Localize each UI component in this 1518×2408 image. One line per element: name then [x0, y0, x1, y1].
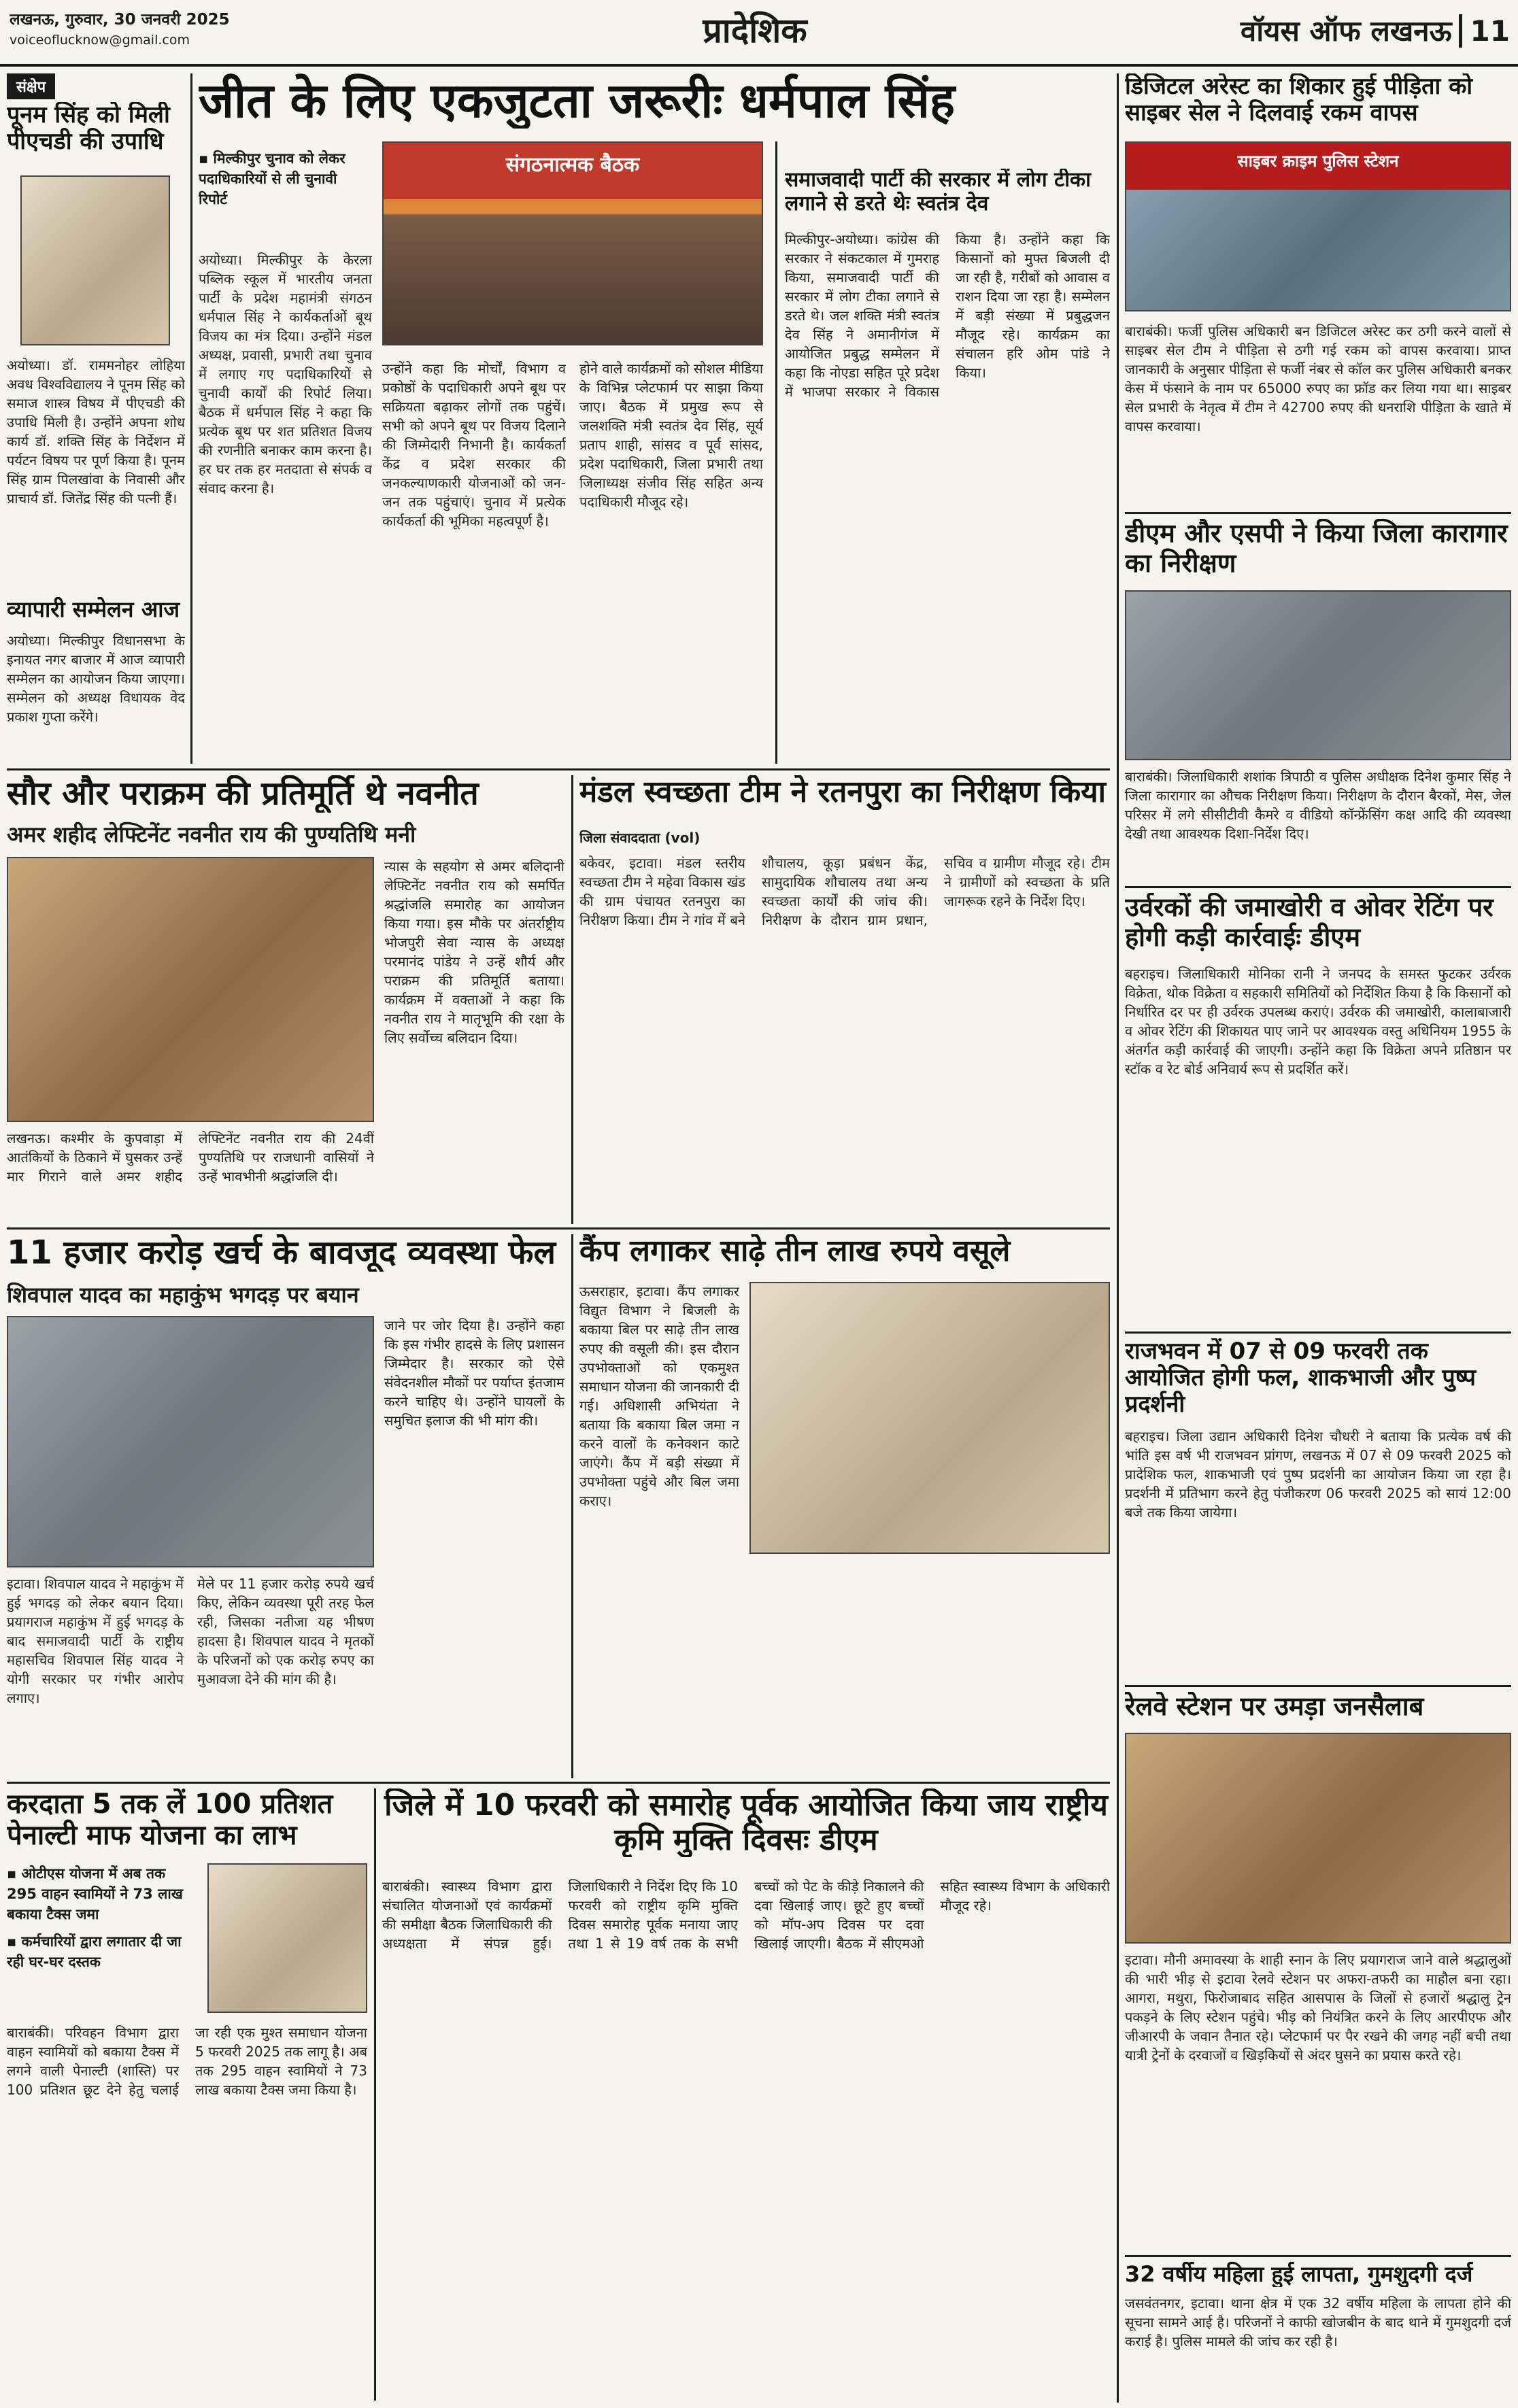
cyber-body: बाराबंकी। फर्जी पुलिस अधिकारी बन डिजिटल अरेस्ट कर ठगी करने वालों से साइबर सेल टीम ने पीड़िता से ठगी गई रकम को वापस करवाया। प्राप्त जानकारी के अनुसार पीड़िता से फर्जी नंबर से कॉल कर पुलिस अधिकारी बनकर केस में फंसाने के नाम पर 65000 रुपए का फ्रॉड कर लिया गया था। साइबर सेल प्रभारी के नेतृत्व में टीम ने 42700 रुपए की धनराशि पीड़िता के खाते में वापस करवाया।: [1125, 323, 1511, 435]
story-rule: [1125, 1685, 1511, 1687]
missing-woman-body: जसवंतनगर, इटावा। थाना क्षेत्र में एक 32 वर्षीय महिला के लापता होने की सूचना सामने आई है। परिजनों ने काफी खोजबीन के बाद थाने में गुमशुदगी दर्ज कराई है। पुलिस मामले की जांच कर रही है।: [1125, 2295, 1511, 2350]
email-address: voiceoflucknow@gmail.com: [10, 33, 190, 48]
shivpal-body-right: जाने पर जोर दिया है। उन्होंने कहा कि इस गंभीर हादसे के लिए प्रशासन जिम्मेदार है। सरकार को ऐसे संवेदनशील मौकों पर पर्याप्त इंतजाम करने चाहिए थे। उन्होंने घायलों के समुचित इलाज की भी मांग की।: [384, 1317, 564, 1429]
ratanpura-headline: मंडल स्वच्छता टीम ने रतनपुरा का निरीक्षण किया: [579, 775, 1107, 809]
navneet-body-left: लखनऊ। कश्मीर के कुपवाड़ा में आतंकियों के ठिकाने में घुसकर उन्हें मार गिराने वाले अमर शहीद लेफ्टिनेंट नवनीत राय की 24वीं पुण्यतिथि पर राजधानी वासियों ने उन्हें भावभीनी श्रद्धांजलि दी।: [7, 1130, 374, 1185]
camp-headline: कैंप लगाकर साढ़े तीन लाख रुपये वसूले: [579, 1234, 1011, 1268]
section-rule: [7, 768, 1110, 770]
section-title: प्रादेशिक: [703, 11, 807, 50]
column-rule: [571, 1234, 573, 1778]
krimi-story: [382, 1788, 1110, 2401]
krimi-body: बाराबंकी। स्वास्थ्य विभाग द्वारा संचालित योजनाओं एवं कार्यक्रमों की समीक्षा बैठक जिलाधिकारी की अध्यक्षता में संपन्न हुई। जिलाधिकारी ने निर्देश दिए कि 10 फरवरी को राष्ट्रीय कृमि मुक्ति दिवस समारोह पूर्वक मनाया जाए तथा 1 से 19 वर्ष तक के सभी बच्चों को पेट के कीड़े निकालने की दवा खिलाई जाए। छूटे हुए बच्चों को मॉप-अप दिवस पर दवा खिलाई जाएगी। बैठक में सीएमओ सहित स्वास्थ्य विभाग के अधिकारी मौजूद रहे।: [382, 1878, 1110, 1952]
column-rule: [374, 1788, 376, 2401]
lead-body-col-2: उन्होंने कहा कि मोर्चों, विभाग व प्रकोष्ठों के पदाधिकारी अपने बूथ पर सक्रियता बढ़ाकर लोगों तक पहुंचें। सभी को अपने बूथ पर विजय दिलाने की जिम्मेदारी निभानी है। कार्यकर्ता केंद्र व प्रदेश सरकार की जनकल्याणकारी योजनाओं को जन-जन तक पहुंचाएं। चुनाव में प्रत्येक कार्यकर्ता की भूमिका महत्वपूर्ण है।: [382, 360, 566, 529]
railway-photo: [1125, 1733, 1511, 1944]
sidebar-headline-2: व्यापारी सम्मेलन आज: [7, 597, 180, 622]
fertilizer-headline: उर्वरकों की जमाखोरी व ओवर रेटिंग पर होगी कड़ी कार्रवाईः डीएम: [1125, 893, 1494, 952]
right-column: [1125, 73, 1511, 2403]
navneet-photo: [7, 857, 374, 1122]
swatantra-headline: समाजवादी पार्टी की सरकार में लोग टीका लगाने से डरते थेः स्वतंत्र देव: [785, 169, 1091, 216]
shivpal-photo: [7, 1316, 374, 1567]
shivpal-subheadline: शिवपाल यादव का महाकुंभ भगदड़ पर बयान: [7, 1282, 359, 1308]
navneet-headline: सौर और पराक्रम की प्रतिमूर्ति थे नवनीत: [7, 775, 479, 813]
missing-woman-headline: 32 वर्षीय महिला हुई लापता, गुमशुदगी दर्ज: [1125, 2262, 1473, 2287]
story-rule: [1125, 886, 1511, 888]
exhibition-body: बहराइच। जिला उद्यान अधिकारी दिनेश चौधरी ने बताया कि प्रत्येक वर्ष की भांति इस वर्ष भी राजभवन प्रांगण, लखनऊ में 07 से 09 फरवरी 2025 को प्रादेशिक फल, शाकभाजी एवं पुष्प प्रदर्शनी का आयोजन किया जा रहा है। प्रदर्शनी में प्रतिभाग करने हेतु पंजीकरण 06 फरवरी 2025 को सायं 12:00 बजे तक किया जायेगा।: [1125, 1428, 1511, 1521]
column-rule: [775, 141, 777, 764]
railway-body: इटावा। मौनी अमावस्या के शाही स्नान के लिए प्रयागराज जाने वाले श्रद्धालुओं की भारी भीड़ से इटावा रेलवे स्टेशन पर अफरा-तफरी का माहौल बना रहा। आगरा, मथुरा, फिरोजाबाद सहित आसपास के जिलों से हजारों श्रद्धालु ट्रेन पकड़ने के लिए स्टेशन पहुंचे। भीड़ को नियंत्रित करने के लिए आरपीएफ और जीआरपी के जवान तैनात रहे। प्लेटफार्म पर पैर रखने की जगह नहीं बची तथा यात्री ट्रेनों के दरवाजों व खिड़कियों से अंदर घुसने का प्रयास करते रहे।: [1125, 1952, 1511, 2063]
jail-photo: [1125, 590, 1511, 760]
cyber-headline: डिजिटल अरेस्ट का शिकार हुई पीड़िता को साइबर सेल ने दिलवाई रकम वापस: [1125, 73, 1473, 127]
penalty-body: बाराबंकी। परिवहन विभाग द्वारा वाहन स्वामियों को बकाया टैक्स में लगने वाली पेनाल्टी (शास्ति) पर 100 प्रतिशत छूट देने हेतु चलाई जा रही एक मुश्त समाधान योजना 5 फरवरी 2025 तक लागू है। अब तक 295 वाहन स्वामियों ने 73 लाख बकाया टैक्स जमा किया है।: [7, 2024, 367, 2098]
fertilizer-body: बहराइच। जिलाधिकारी मोनिका रानी ने जनपद के समस्त फुटकर उर्वरक विक्रेता, थोक विक्रेता व सहकारी समितियों को निर्देशित किया है कि किसानों को निर्धारित दर पर ही उर्वरक उपलब्ध कराएं। उर्वरक की जमाखोरी, कालाबाजारी व ओवर रेटिंग की शिकायत पाए जाने पर आवश्यक वस्तु अधिनियम 1955 के अंतर्गत कड़ी कार्रवाई की जाएगी। उन्होंने कहा कि विक्रेता अपने प्रतिष्ठान पर स्टॉक व रेट बोर्ड अनिवार्य रूप से प्रदर्शित करें।: [1125, 966, 1511, 1077]
section-rule: [7, 1227, 1110, 1230]
shivpal-body-left: इटावा। शिवपाल यादव ने महाकुंभ में हुई भगदड़ को लेकर बयान दिया। प्रयागराज महाकुंभ में हुई भगदड़ के बाद समाजवादी पार्टी के राष्ट्रीय महासचिव शिवपाल सिंह यादव ने योगी सरकार पर गंभीर आरोप लगाए।: [7, 1576, 184, 1706]
lead-photo: [382, 141, 763, 345]
section-rule: [7, 1782, 1110, 1784]
sidebar-headline-1: पूनम सिंह को मिली पीएचडी की उपाधि: [7, 102, 170, 156]
column-rule: [190, 73, 192, 764]
ratanpura-body: बकेवर, इटावा। मंडल स्तरीय स्वच्छता टीम ने महेवा विकास खंड की ग्राम पंचायत रतनपुरा का निरीक्षण किया। टीम ने गांव में बने शौचालय, कूड़ा प्रबंधन केंद्र, सामुदायिक शौचालय तथा अन्य स्वच्छता कार्यों की जांच की। निरीक्षण के दौरान ग्राम प्रधान, सचिव व ग्रामीण मौजूद रहे। टीम ने ग्रामीणों को स्वच्छता के प्रति जागरूक रहने के निर्देश दिए।: [579, 855, 1110, 928]
sidebar-tag: संक्षेप: [7, 73, 55, 99]
penalty-story: [7, 1788, 367, 2401]
penalty-photo: [207, 1863, 367, 2013]
shivpal-headline: 11 हजार करोड़ खर्च के बावजूद व्यवस्था फेल: [7, 1234, 556, 1272]
city-date: लखनऊ, गुरुवार, 30 जनवरी 2025: [10, 11, 230, 29]
navneet-body-right: न्यास के सहयोग से अमर बलिदानी लेफ्टिनेंट नवनीत राय को समर्पित श्रद्धांजलि समारोह का आयोजन किया गया। इस मौके पर अंतर्राष्ट्रीय भोजपुरी सेवा न्यास के अध्यक्ष परमानंद पांडेय ने उन्हें शौर्य और पराक्रम की प्रतिमूर्ति बताया। कार्यक्रम में वक्ताओं ने कहा कि नवनीत राय ने मातृभूमि की रक्षा के लिए सर्वोच्च बलिदान दिया।: [384, 858, 564, 1046]
ratanpura-story: [579, 775, 1110, 1224]
lead-body-col-1: अयोध्या। मिल्कीपुर के केरला पब्लिक स्कूल में भारतीय जनता पार्टी के प्रदेश महामंत्री संगठन धर्मपाल सिंह ने कार्यकर्ताओं बूथ विजय का मंत्र दिया। उन्होंने मंडल अध्यक्ष, प्रवासी, प्रभारी तथा चुनाव में लगाए गए पदाधिकारियों से चुनावी कार्यों की रिपोर्ट लिया। बैठक में धर्मपाल सिंह ने कहा कि प्रत्येक बूथ पर शत प्रतिशत विजय की रणनीति बनाकर काम करना है। हर घर तक हर मतदाता से संपर्क व संवाद करना है।: [199, 252, 372, 496]
lead-bullet: ▪ मिल्कीपुर चुनाव को लेकर पदाधिकारियों से ली चुनावी रिपोर्ट: [199, 148, 369, 209]
camp-story: [579, 1234, 1110, 1778]
railway-headline: रेलवे स्टेशन पर उमड़ा जनसैलाब: [1125, 1692, 1424, 1721]
navneet-subheadline: अमर शहीद लेफ्टिनेंट नवनीत राय की पुण्यतिथि मनी: [7, 821, 416, 847]
camp-photo: [749, 1282, 1110, 1554]
masthead: [0, 0, 1518, 67]
shivpal-body-mid: मेले पर 11 हजार करोड़ रुपये खर्च किए, लेकिन व्यवस्था पूरी तरह फेल रही, जिसका नतीजा यह भीषण हादसा है। शिवपाल यादव ने मृतकों के परिजनों को एक करोड़ रुपए का मुआवजा देने की मांग की है।: [197, 1576, 374, 1687]
paper-name: वॉयस ऑफ लखनऊ: [1240, 14, 1452, 48]
jail-body: बाराबंकी। जिलाधिकारी शशांक त्रिपाठी व पुलिस अधीक्षक दिनेश कुमार सिंह ने जिला कारागार का औचक निरीक्षण किया। निरीक्षण के दौरान बैरकों, मेस, जेल परिसर में लगे सीसीटीवी कैमरे व वीडियो कॉन्फ्रेंसिंग कक्ष आदि की व्यवस्था देखी तथा आवश्यक दिशा-निर्देश दिए।: [1125, 768, 1511, 842]
swatantra-body: मिल्कीपुर-अयोध्या। कांग्रेस की सरकार ने संकटकाल में गुमराह किया, समाजवादी पार्टी की सरकार में लोग टीका लगाने से डरते थे। जल शक्ति मंत्री स्वतंत्र देव सिंह ने अमानीगंज में आयोजित प्रबुद्ध सम्मेलन में कहा कि नोएडा सहित पूरे प्रदेश में भाजपा सरकार ने विकास किया है। उन्होंने कहा कि किसानों को मुफ्त बिजली दी जा रही है, गरीबों को आवास व राशन दिया जा रहा है। सम्मेलन में बड़ी संख्या में प्रबुद्धजन मौजूद रहे। कार्यक्रम का संचालन हरि ओम पांडे ने किया।: [785, 231, 1110, 400]
masthead-dateline: [10, 10, 254, 50]
jail-headline: डीएम और एसपी ने किया जिला कारागार का निरीक्षण: [1125, 519, 1508, 578]
exhibition-headline: राजभवन में 07 से 09 फरवरी तक आयोजित होगी फल, शाकभाजी और पुष्प प्रदर्शनी: [1125, 1338, 1476, 1419]
shivpal-story: [7, 1234, 564, 1778]
column-rule: [571, 775, 573, 1224]
ratanpura-byline: जिला संवाददाता (vol): [579, 830, 701, 846]
paper-title: [1115, 10, 1510, 53]
penalty-headline: करदाता 5 तक लें 100 प्रतिशत पेनाल्टी माफ योजना का लाभ: [7, 1788, 333, 1851]
krimi-headline: जिले में 10 फरवरी को समारोह पूर्वक आयोजित किया जाय राष्ट्रीय कृमि मुक्ति दिवसः डीएम: [384, 1788, 1108, 1857]
cyber-photo: [1125, 141, 1511, 311]
penalty-bullet-2: ▪ कर्मचारियों द्वारा लगातार दी जा रही घर-घर दस्तक: [7, 1931, 197, 1972]
lead-body-col-3: होने वाले कार्यक्रमों को सोशल मीडिया के विभिन्न प्लेटफार्म पर साझा किया जाए। बैठक में प्रमुख रूप से जलशक्ति मंत्री स्वतंत्र देव सिंह, सूर्य प्रताप शाही, सांसद व पूर्व सांसद, प्रदेश पदाधिकारी, जिला प्रभारी तथा जिलाध्यक्ष संजीव सिंह सहित अन्य पदाधिकारी मौजूद रहे।: [579, 360, 763, 510]
camp-body: ऊसराहार, इटावा। कैंप लगाकर विद्युत विभाग ने बिजली के बकाया बिल पर साढ़े तीन लाख रुपए की वसूली की। इस दौरान उपभोक्ताओं को एकमुश्त समाधान योजना की जानकारी दी गई। अधिशासी अभियंता ने बताया कि बकाया बिल जमा न करने वालों के कनेक्शन काटे जाएंगे। कैंप में बड़ी संख्या में उपभोक्ता पहुंचे और बिल जमा कराए।: [579, 1283, 739, 1509]
story-rule: [1125, 2255, 1511, 2257]
lead-story: [199, 73, 1110, 764]
column-rule: [1117, 73, 1119, 2403]
story-rule: [1125, 512, 1511, 514]
page-number: 11: [1459, 14, 1510, 48]
portrait-photo: [20, 175, 170, 345]
navneet-story: [7, 775, 564, 1224]
sidebar-body-1: अयोध्या। डॉ. राममनोहर लोहिया अवध विश्वविद्यालय ने पूनम सिंह को समाज शास्त्र विषय में पीएचडी की उपाधि मिली है। उन्होंने अपना शोध कार्य डॉ. शक्ति सिंह के निर्देशन में पर्यटन विषय पर पूर्ण किया है। पूनम सिंह ग्राम पिलखांवा के निवासी और प्राचार्य डॉ. जितेंद्र सिंह की पत्नी हैं।: [7, 357, 185, 507]
penalty-bullet-1: ▪ ओटीएस योजना में अब तक 295 वाहन स्वामियों ने 73 लाख बकाया टैक्स जमा: [7, 1863, 197, 1924]
lead-headline: जीत के लिए एकजुटता जरूरीः धर्मपाल सिंह: [199, 73, 956, 129]
photo-banner: संगठनात्मक बैठक: [384, 143, 762, 199]
left-sidebar: [7, 73, 185, 764]
photo-banner: साइबर क्राइम पुलिस स्टेशन: [1126, 143, 1510, 190]
sidebar-body-2: अयोध्या। मिल्कीपुर विधानसभा के इनायत नगर बाजार में आज व्यापारी सम्मेलन का आयोजन किया जाएगा। सम्मेलन को अध्यक्ष विधायक वेद प्रकाश गुप्ता करेंगे।: [7, 632, 185, 725]
story-rule: [1125, 1332, 1511, 1334]
